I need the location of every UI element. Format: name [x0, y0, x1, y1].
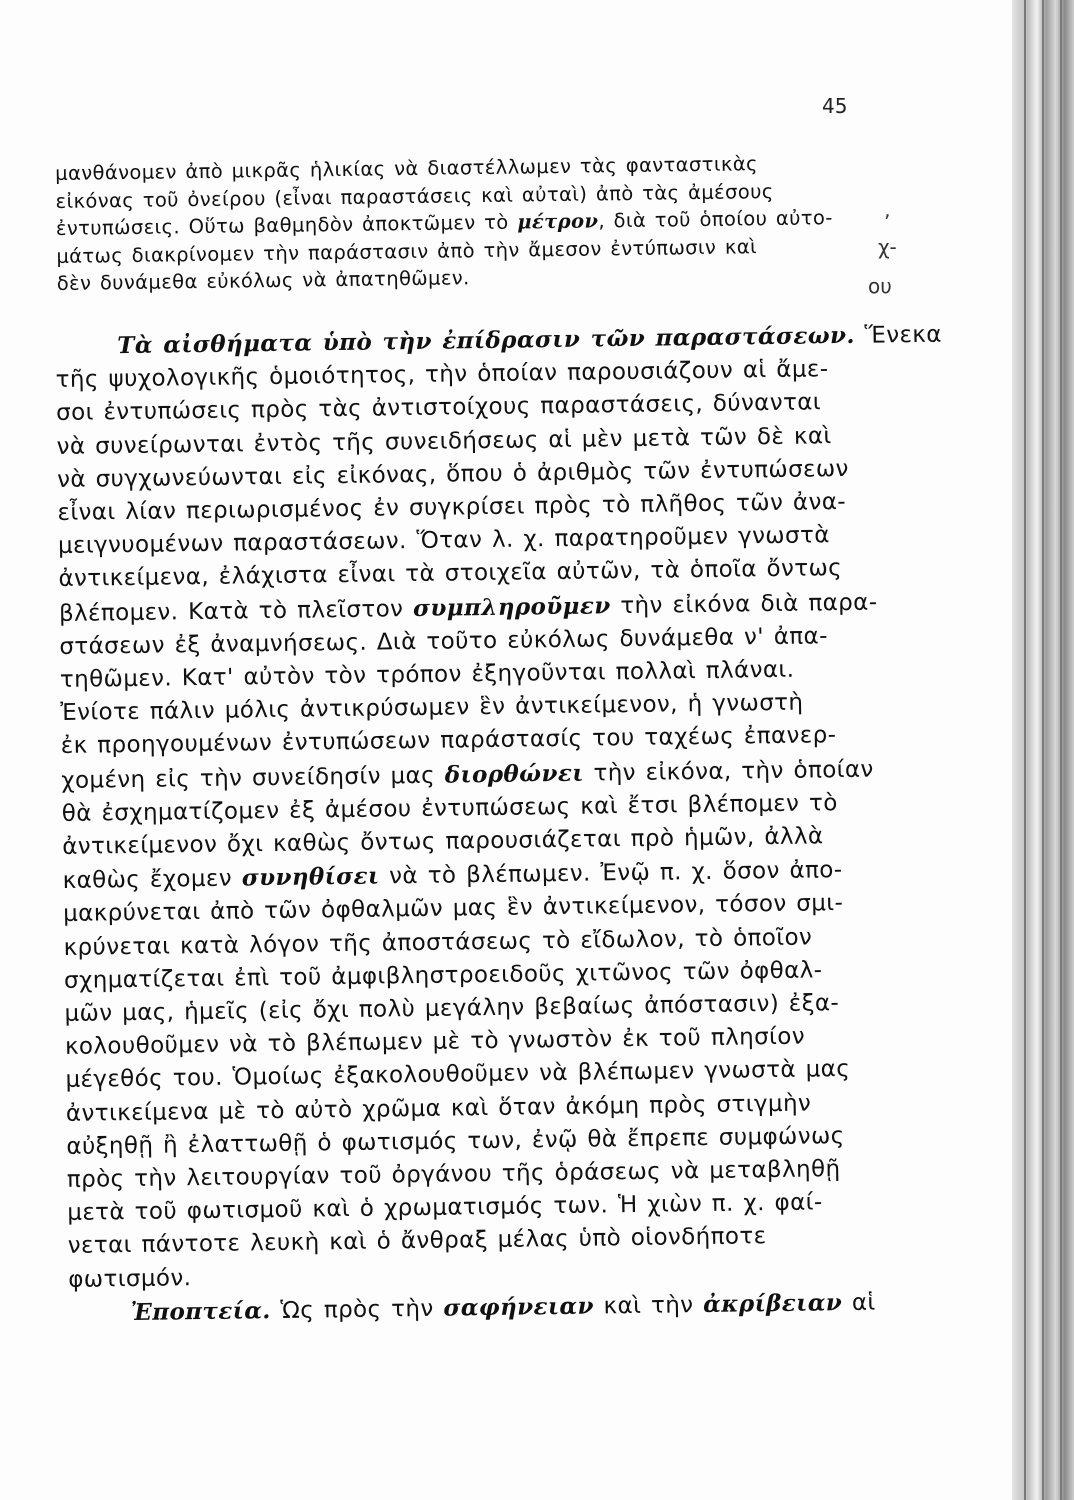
- text-segment: ἀντικείμενα, ἐλάχιστα εἶναι τὰ στοιχεῖα αὐτῶν, τὰ ὁποῖα ὄντως: [58, 555, 843, 593]
- emphasis-text: συμπληροῦμεν: [412, 591, 611, 622]
- text-segment: σοι ἐντυπώσεις πρὸς τὰς ἀντιστοίχους παραστάσεις, δύνανται: [55, 389, 822, 427]
- text-segment: Ἐνίοτε πάλιν μόλις ἀντικρύσωμεν ἓν ἀντικείμενον, ἡ γνωστὴ: [60, 689, 804, 727]
- margin-mark: ʼ: [884, 210, 891, 234]
- text-segment: , διὰ τοῦ ὁποίου αὐτο-: [598, 206, 833, 233]
- text-segment: θὰ ἐσχηματίζομεν ἐξ ἀμέσου ἐντυπώσεως καὶ ἔτσι βλέπομεν τὸ: [61, 789, 838, 827]
- text-segment: δὲν δυνάμεθα εὐκόλως νὰ ἀπατηθῶμεν.: [56, 266, 470, 295]
- text-segment: πρὸς τὴν λειτουργίαν τοῦ ὀργάνου τῆς ὁράσεως νὰ μεταβληθῇ: [66, 1156, 841, 1193]
- emphasis-text: διορθώνει: [444, 759, 584, 789]
- text-segment: ἀντικείμενα μὲ τὸ αὐτὸ χρῶμα καὶ ὅταν ἀκόμη πρὸς στιγμὴν: [65, 1090, 812, 1127]
- text-segment: χομένη εἰς τὴν συνείδησίν μας: [61, 762, 445, 794]
- emphasis-text: Ἐποπτεία.: [130, 1296, 271, 1326]
- text-segment: εἶναι λίαν περιωρισμένος ἐν συγκρίσει πρὸς τὸ πλῆθος τῶν ἀνα-: [57, 488, 847, 526]
- page-number: 45: [822, 94, 848, 118]
- text-segment: καθὼς ἔχομεν: [62, 865, 242, 895]
- text-segment: καὶ τὴν: [593, 1291, 704, 1320]
- emphasis-text: ἀκρίβειαν: [702, 1288, 843, 1318]
- margin-mark: ου: [868, 274, 892, 298]
- binding-edge: [1012, 0, 1074, 1500]
- text-segment: μανθάνομεν ἀπὸ μικρᾶς ἡλικίας νὰ διαστέλλωμεν τὰς φανταστικὰς: [55, 152, 759, 185]
- margin-mark: χ-: [878, 235, 897, 259]
- text-segment: νὰ συνείρωνται ἐντὸς τῆς συνειδήσεως αἱ μὲν μετὰ τῶν δὲ καὶ: [56, 422, 832, 460]
- text-segment: τὴν εἰκόνα, τὴν ὁποίαν: [583, 756, 874, 787]
- text-segment: αἱ: [841, 1289, 876, 1316]
- emphasis-text: Τὰ αἰσθήματα ὑπὸ τὴν ἐπίδρασιν τῶν παραστάσεων.: [117, 321, 855, 360]
- text-segment: τηθῶμεν. Κατ' αὐτὸν τὸν τρόπον ἐξηγοῦνται πολλαὶ πλάναι.: [59, 656, 795, 693]
- text-segment: φωτισμόν.: [68, 1264, 192, 1293]
- text-segment: βλέπομεν. Κατὰ τὸ πλεῖστον: [58, 595, 414, 627]
- text-segment: μετὰ τοῦ φωτισμοῦ καὶ ὁ χρωματισμός των. Ἡ χιὼν π. χ. φαί-: [67, 1189, 823, 1227]
- text-segment: μέγεθός του. Ὁμοίως ἐξακολουθοῦμεν νὰ βλέπωμεν γνωστὰ μας: [65, 1056, 851, 1094]
- text-segment: νὰ τὸ βλέπωμεν. Ἐνῷ π. χ. ὅσον ἀπο-: [379, 857, 843, 890]
- text-segment: νὰ συγχωνεύωνται εἰς εἰκόνας, ὅπου ὁ ἀριθμὸς τῶν ἐντυπώσεων: [56, 455, 850, 493]
- emphasis-text: σαφήνειαν: [443, 1292, 595, 1322]
- text-segment: ἀντικείμενον ὄχι καθὼς ὄντως παρουσιάζεται πρὸ ἡμῶν, ἀλλὰ: [62, 823, 824, 860]
- text-segment: κολουθοῦμεν νὰ τὸ βλέπωμεν μὲ τὸ γνωστὸν ἐκ τοῦ πλησίον: [64, 1023, 806, 1061]
- text-segment: τῆς ψυχολογικῆς ὁμοιότητος, τὴν ὁποίαν παρουσιάζουν αἱ ἄμε-: [55, 356, 829, 394]
- text-segment: ἐντυπώσεις. Οὕτω βαθμηδὸν ἀποκτῶμεν τὸ: [55, 210, 518, 240]
- text-segment: μειγνυομένων παραστάσεων. Ὅταν λ. χ. παρατηροῦμεν γνωστὰ: [57, 522, 830, 560]
- text-segment: στάσεων ἐξ ἀναμνήσεως. Διὰ τοῦτο εὐκόλως δυνάμεθα ν' ἀπα-: [59, 623, 828, 660]
- text-segment: μακρύνεται ἀπὸ τῶν ὀφθαλμῶν μας ἓν ἀντικείμενον, τόσον σμι-: [62, 890, 844, 928]
- emphasis-text: μέτρον: [517, 209, 599, 234]
- text-segment: ἐκ προηγουμένων ἐντυπώσεων παράστασίς του ταχέως ἐπανερ-: [60, 722, 837, 760]
- text-segment: νεται πάντοτε λευκὴ καὶ ὁ ἄνθραξ μέλας ὑπὸ οἱονδήποτε: [67, 1223, 767, 1260]
- text-segment: εἰκόνας τοῦ ὀνείρου (εἶναι παραστάσεις καὶ αὐταὶ) ἀπὸ τὰς ἀμέσους: [55, 179, 774, 213]
- text-segment: μάτως διακρίνομεν τὴν παράστασιν ἀπὸ τὴν ἄμεσον ἐντύπωσιν καὶ: [56, 234, 758, 268]
- text-segment: Ὡς πρὸς τὴν: [270, 1295, 444, 1324]
- main-text: [55, 319, 943, 1331]
- emphasis-text: συνηθίσει: [241, 862, 380, 892]
- text-segment: αὐξηθῇ ἢ ἐλαττωθῇ ὁ φωτισμός των, ἐνῷ θὰ ἔπρεπε συμφώνως: [66, 1122, 845, 1160]
- text-segment: σχηματίζεται ἐπὶ τοῦ ἀμφιβληστροειδοῦς χιτῶνος τῶν ὀφθαλ-: [63, 957, 823, 994]
- text-segment: κρύνεται κατὰ λόγον τῆς ἀποστάσεως τὸ εἴδωλον, τὸ ὁποῖον: [63, 924, 813, 961]
- text-segment: τὴν εἰκόνα διὰ παρα-: [610, 589, 878, 619]
- text-segment: Ἕνεκα: [854, 321, 943, 349]
- text-segment: μῶν μας, ἡμεῖς (εἰς ὄχι πολὺ μεγάλην βεβαίως ἀπόστασιν) ἐξα-: [64, 990, 840, 1027]
- intro-paragraph: [55, 149, 852, 298]
